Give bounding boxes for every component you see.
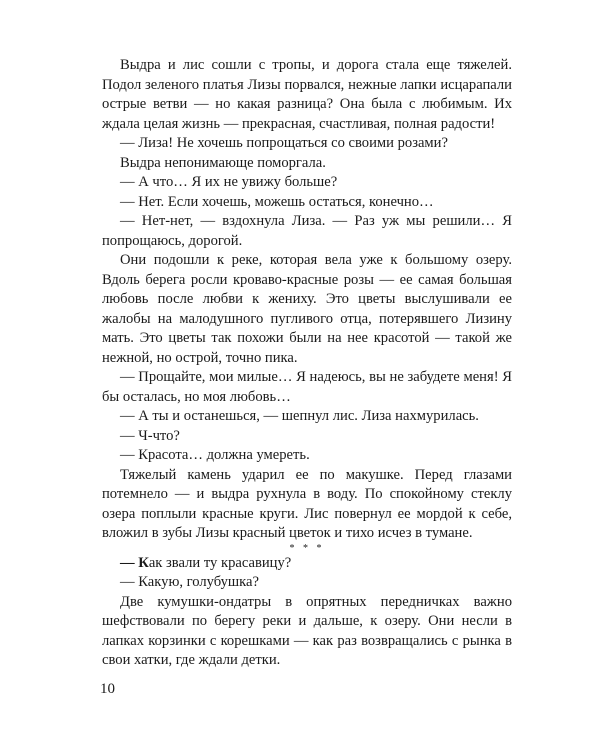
bold-lead: — К <box>120 554 149 571</box>
paragraph: — Нет. Если хочешь, можешь остаться, конечно… <box>120 193 434 210</box>
paragraph: — А ты и останешься, — шепнул лис. Лиза нахмурилась. <box>120 408 479 424</box>
paragraph: Они подошли к реке, которая вела уже к большому озеру. Вдоль берега росли кроваво-красные розы — ее самая большая любовь после любви к жениху. Это цветы выслушивали ее жалобы на малодушного пугливого отца, потерявшего Лизину мать. Это цветы так похожи были на нее красотой — такой же нежной, но острой, точно пика. <box>102 252 512 366</box>
section-separator: * * * <box>289 542 325 554</box>
paragraph: — А что… Я их не увижу больше? <box>120 174 338 190</box>
paragraph: Тяжелый камень ударил ее по макушке. Перед глазами потемнело — и выдра рухнула в воду. По спокойному стеклу озера поплыли красные круги. Лис повернул ее мордой к себе, вложил в зубы Лизы красный цветок и тихо исчез в тумане. <box>102 466 512 541</box>
paragraph: Выдра и лис сошли с тропы, и дорога стала еще тяжелей. Подол зеленого платья Лизы порвался, нежные лапки исцарапали острые ветви — но какая разница? Она была с любимым. Их ждала целая жизнь — прекрасная, счастливая, полная радости! <box>102 57 512 132</box>
paragraph-rest: ак звали ту красавицу? <box>148 554 292 571</box>
paragraph: Две кумушки-ондатры в опрятных передничках важно шефствовали по берегу реки и дальше, к озеру. Они несли в лапках корзинки с корешками — как раз возвращались с рынка в свои хатки, где ждали детки. <box>102 593 512 668</box>
paragraph: — Ч-что? <box>120 427 180 444</box>
page-number: 10 <box>100 681 115 697</box>
paragraph: — Какую, голубушка? <box>120 574 259 590</box>
paragraph: — Красота… должна умереть. <box>120 447 310 463</box>
paragraph: Выдра непонимающе поморгала. <box>120 154 326 171</box>
paragraph: — Нет-нет, — вздохнула Лиза. — Раз уж мы решили… Я попрощаюсь, дорогой. <box>102 213 512 249</box>
paragraph: — Прощайте, мои милые… Я надеюсь, вы не забудете меня! Я бы осталась, но моя любовь… <box>102 369 512 405</box>
paragraph: — Лиза! Не хочешь попрощаться со своими розами? <box>120 135 448 151</box>
page-body <box>102 56 512 671</box>
paragraph <box>102 554 512 574</box>
